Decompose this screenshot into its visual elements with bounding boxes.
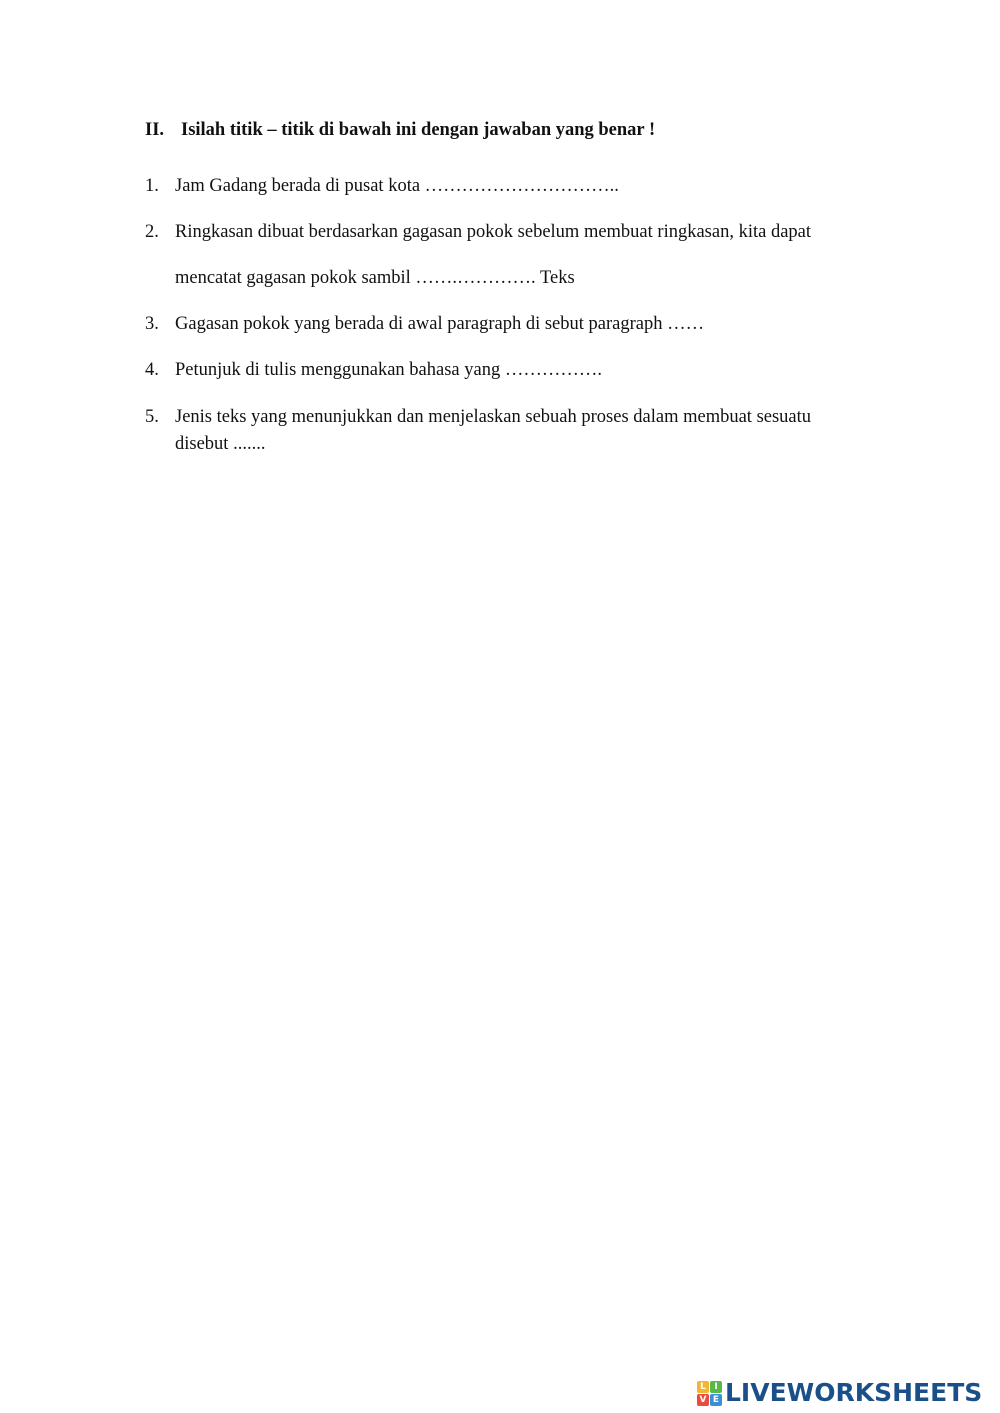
- question-text: Petunjuk di tulis menggunakan bahasa yang …………….: [175, 360, 602, 380]
- question-text-continued: disebut .......: [175, 434, 266, 454]
- logo-tile: L: [697, 1381, 709, 1393]
- logo-wordmark: LIVEWORKSHEETS: [725, 1378, 983, 1407]
- logo-tile: I: [710, 1381, 722, 1393]
- logo-tiles-icon: [697, 1381, 722, 1406]
- question-number: 3.: [145, 314, 159, 334]
- question-text: Gagasan pokok yang berada di awal paragraph di sebut paragraph ……: [175, 314, 705, 334]
- logo-tile: E: [710, 1394, 722, 1406]
- liveworksheets-logo: [697, 1377, 982, 1409]
- question-text: Ringkasan dibuat berdasarkan gagasan pokok sebelum membuat ringkasan, kita dapat: [175, 222, 812, 242]
- logo-tile: V: [697, 1394, 709, 1406]
- question-text-continued: mencatat gagasan pokok sambil …….…………. Teks: [175, 268, 575, 288]
- section-heading: [145, 120, 655, 141]
- section-instruction: Isilah titik – titik di bawah ini dengan jawaban yang benar !: [181, 120, 656, 140]
- section-number: II.: [145, 120, 165, 140]
- question-number: 4.: [145, 360, 159, 380]
- question-number: 2.: [145, 222, 159, 242]
- question-text: Jenis teks yang menunjukkan dan menjelaskan sebuah proses dalam membuat sesuatu: [175, 407, 812, 427]
- question-number: 5.: [145, 407, 159, 427]
- question-number: 1.: [145, 176, 159, 196]
- question-text: Jam Gadang berada di pusat kota …………………………..: [175, 176, 619, 196]
